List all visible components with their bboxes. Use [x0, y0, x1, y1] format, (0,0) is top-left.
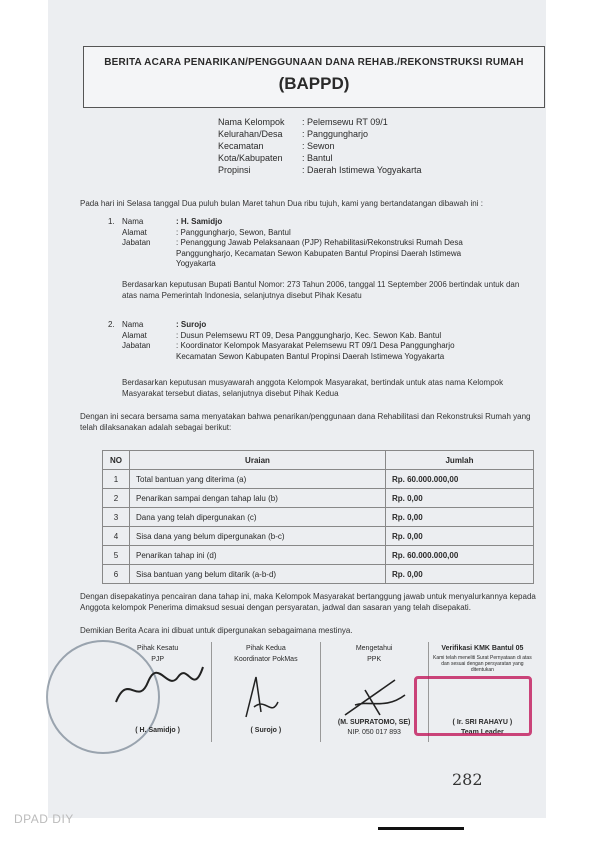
closing-paragraph: Dengan disepakatinya pencairan dana tahap ini, maka Kelompok Masyarakat bertanggung jawab untuk menyalurkannya kepada Anggota kelompok Penerima dimaksud sesuai dengan persyaratan, jadwal dan sasaran yang telah disepakati.	[80, 592, 536, 612]
verification-stamp	[414, 676, 532, 736]
column-header: Uraian	[130, 451, 386, 470]
party-two-basis: Berdasarkan keputusan musyawarah anggota Kelompok Masyarakat, bertindak untuk atas nama Kelompok Masyarakat tersebut diatas, selanjutnya disebut Pihak Kedua	[122, 378, 504, 398]
closing-sentence: Demikian Berita Acara ini dibuat untuk dipergunakan sebagaimana mestinya.	[80, 626, 353, 635]
signature-party-two	[212, 642, 320, 742]
info-value: : Sewon	[302, 141, 335, 151]
info-label: Kota/Kabupaten	[218, 153, 283, 163]
signature-heading: Verifikasi KMK Bantul 05	[441, 645, 524, 652]
column-header: NO	[103, 451, 130, 470]
row-number: 2	[103, 489, 130, 508]
signatory-name: (M. SUPRATOMO, SE)	[337, 719, 411, 726]
row-amount: Rp. 0,00	[386, 565, 534, 584]
row-number: 5	[103, 546, 130, 565]
field-label: Alamat	[122, 330, 147, 340]
statement-paragraph: Dengan ini secara bersama sama menyatakan bahwa penarikan/penggunaan dana Rehabilitasi dan Rekonstruksi Rumah yang telah dilaksanakan adalah sebagai berikut:	[80, 412, 531, 432]
row-amount: Rp. 60.000.000,00	[386, 546, 534, 565]
party-address: : Dusun Pelemsewu RT 09, Desa Panggungharjo, Kec. Sewon Kab. Bantul	[176, 330, 442, 340]
field-label: Jabatan	[122, 341, 151, 350]
signature-heading: Pihak Kedua	[246, 645, 286, 652]
field-label: Nama	[122, 320, 144, 329]
handwritten-signature	[108, 662, 208, 712]
party-two	[108, 320, 476, 362]
signatory-title: Team Leader	[461, 729, 504, 736]
signature-role: Koordinator PokMas	[234, 656, 298, 663]
signatory-name: ( Ir. SRI RAHAYU )	[452, 719, 513, 726]
title-box	[83, 46, 545, 108]
document-title: BERITA ACARA PENARIKAN/PENGGUNAAN DANA REHAB./REKONSTRUKSI RUMAH	[104, 57, 524, 68]
funds-table	[102, 450, 534, 584]
row-description: Dana yang telah dipergunakan (c)	[130, 508, 386, 527]
row-amount: Rp. 0,00	[386, 489, 534, 508]
field-label: Nama	[122, 217, 144, 226]
handwritten-signature	[216, 672, 316, 722]
table-row	[103, 508, 534, 527]
table-row	[103, 546, 534, 565]
row-description: Sisa dana yang belum dipergunakan (b-c)	[130, 527, 386, 546]
signature-role: PJP	[151, 656, 165, 663]
archive-watermark: DPAD DIY	[14, 812, 74, 826]
signatory-nip: NIP. 050 017 893	[347, 729, 401, 736]
party-position: : Koordinator Kelompok Masyarakat Pelemsewu RT 09/1 Desa Panggungharjo Kecamatan Sewon Kabupaten Bantul Propinsi Daerah Istimewa Yogyakarta	[176, 341, 455, 361]
signatory-name: ( H. Samidjo )	[135, 727, 180, 734]
row-number: 6	[103, 565, 130, 584]
signature-heading: Pihak Kesatu	[137, 645, 179, 652]
party-number: 2.	[108, 320, 115, 329]
field-label: Alamat	[122, 227, 147, 237]
verification-note: Kami telah meneliti Surat Pernyataan di atas dan sesuai dengan persyaratan yang ditentukan	[433, 655, 532, 673]
handwritten-signature	[325, 670, 425, 720]
field-label: Jabatan	[122, 238, 151, 247]
party-name: : Surojo	[176, 320, 207, 329]
handwritten-page-number: 282	[452, 770, 483, 789]
group-info	[218, 116, 422, 176]
row-description: Penarikan tahap ini (d)	[130, 546, 386, 565]
row-number: 3	[103, 508, 130, 527]
info-label: Nama Kelompok	[218, 117, 285, 127]
row-description: Total bantuan yang diterima (a)	[130, 470, 386, 489]
row-amount: Rp. 60.000.000,00	[386, 470, 534, 489]
table-row	[103, 470, 534, 489]
row-amount: Rp. 0,00	[386, 508, 534, 527]
info-label: Kelurahan/Desa	[218, 129, 283, 139]
info-value: : Panggungharjo	[302, 129, 369, 139]
info-label: Propinsi	[218, 165, 251, 175]
signature-role: PPK	[367, 656, 382, 663]
table-row	[103, 565, 534, 584]
party-position: : Penanggung Jawab Pelaksanaan (PJP) Rehabilitasi/Rekonstruksi Rumah Desa Panggungharjo, Kecamatan Sewon Kabupaten Bantul Propinsi Daerah Istimewa Yogyakarta	[176, 238, 463, 268]
party-one	[108, 217, 476, 270]
party-name: : H. Samidjo	[176, 217, 223, 226]
signature-heading: Mengetahui	[355, 645, 393, 652]
scan-edge-bar	[378, 827, 464, 830]
party-one-basis: Berdasarkan keputusan Bupati Bantul Nomor: 273 Tahun 2006, tanggal 11 September 2006 bertindak untuk dan atas nama Pemerintah Indonesia, selanjutnya disebut Pihak Kesatu	[122, 280, 520, 300]
info-value: : Bantul	[302, 153, 333, 163]
signature-party-one	[104, 642, 212, 742]
table-header-row	[103, 451, 534, 470]
row-number: 4	[103, 527, 130, 546]
info-value: : Daerah Istimewa Yogyakarta	[302, 165, 422, 175]
table-row	[103, 489, 534, 508]
intro-paragraph: Pada hari ini Selasa tanggal Dua puluh bulan Maret tahun Dua ribu tujuh, kami yang bertandatangan dibawah ini :	[80, 199, 483, 208]
signature-ppk	[321, 642, 429, 742]
signatory-name: ( Surojo )	[250, 727, 282, 734]
document-subtitle: (BAPPD)	[278, 74, 350, 93]
column-header: Jumlah	[386, 451, 534, 470]
party-address: : Panggungharjo, Sewon, Bantul	[176, 227, 291, 237]
row-number: 1	[103, 470, 130, 489]
row-description: Penarikan sampai dengan tahap lalu (b)	[130, 489, 386, 508]
row-amount: Rp. 0,00	[386, 527, 534, 546]
table-row	[103, 527, 534, 546]
row-description: Sisa bantuan yang belum ditarik (a-b-d)	[130, 565, 386, 584]
info-value: : Pelemsewu RT 09/1	[302, 117, 388, 127]
party-number: 1.	[108, 217, 115, 226]
info-label: Kecamatan	[218, 141, 264, 151]
